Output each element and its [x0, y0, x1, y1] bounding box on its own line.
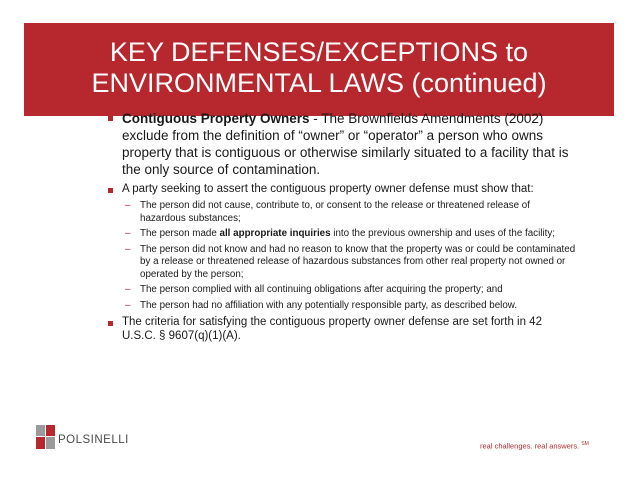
bullet-requirements [108, 182, 578, 196]
title-line-2: ENVIRONMENTAL LAWS (continued) [91, 68, 547, 98]
dash-icon: – [125, 243, 131, 255]
bullet-square-icon [108, 188, 113, 193]
bullet-contiguous-owners [108, 110, 578, 178]
sub-bullet-text: The person did not know and had no reason to know that the property was or could be contaminated by a release or threatened release of hazardous substances from other real property not owned or operated by the person; [140, 243, 576, 280]
sub-bullet-5 [108, 300, 578, 313]
bullet-square-icon [108, 116, 113, 121]
bullet-text: The criteria for satisfying the contiguous property owner defense are set forth in 42 U.S.C. § 9607(q)(1)(A). [122, 316, 542, 342]
sub-bullet-4 [108, 284, 578, 297]
sub-bullet-3 [108, 244, 578, 282]
bullet-heading: Contiguous Property Owners [122, 111, 310, 126]
dash-icon: – [125, 228, 131, 239]
sub-bullet-text: The person complied with all continuing obligations after acquiring the property; and [140, 284, 503, 295]
tagline-text: real challenges. real answers. [480, 441, 580, 451]
dash-icon: – [125, 200, 131, 211]
bullet-text: A party seeking to assert the contiguous property owner defense must show that: [122, 183, 534, 195]
slide-body [108, 110, 578, 347]
bullet-criteria [108, 315, 578, 343]
slide-title [24, 37, 614, 99]
sub-bullet-text: into the previous ownership and uses of the facility; [330, 228, 555, 239]
sub-bullet-1 [108, 200, 578, 225]
sub-bullet-bold: all appropriate inquiries [219, 228, 331, 239]
logo-wordmark: POLSINELLI [58, 434, 129, 446]
bullet-square-icon [108, 321, 113, 326]
service-mark: SM [581, 441, 589, 447]
title-banner [24, 23, 614, 116]
tagline [480, 441, 589, 451]
dash-icon: – [125, 284, 131, 295]
sub-bullet-2 [108, 228, 578, 241]
dash-icon: – [125, 299, 131, 311]
sub-bullet-text: The person made [140, 228, 220, 239]
title-line-1: KEY DEFENSES/EXCEPTIONS to [109, 37, 529, 67]
sub-bullet-text: The person had no affiliation with any potentially responsible party, as described below. [140, 299, 518, 311]
bullet-text: - The Brownfields Amendments (2002) exclude from the definition of “owner” or “operator” a person who owns property that is contiguous or otherwise similarly situated to a facility that is the only source of contamination. [122, 111, 569, 177]
sub-bullet-text: The person did not cause, contribute to, or consent to the release or threatened release of hazardous substances; [140, 200, 530, 224]
polsinelli-mark-icon [36, 425, 56, 449]
